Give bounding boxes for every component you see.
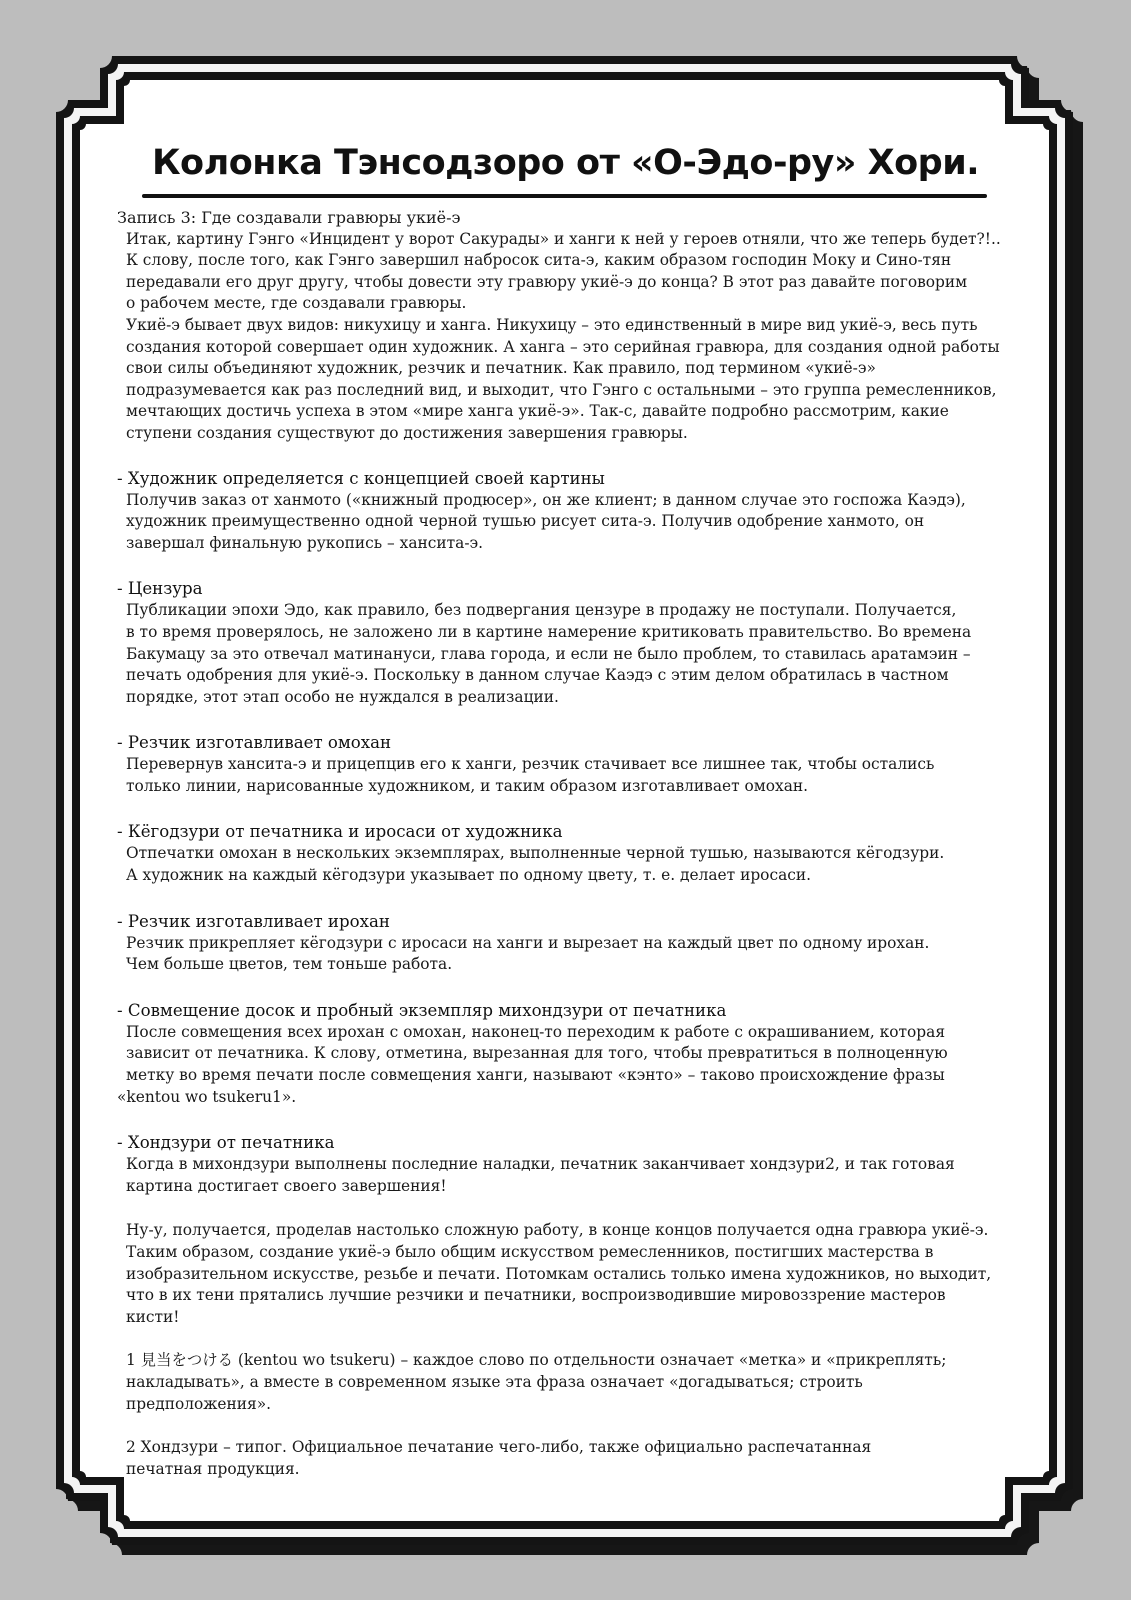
- section-heading: - Совмещение досок и пробный экземпляр михондзури от печатника: [117, 1000, 727, 1020]
- intro-line: передавали его друг другу, чтобы довести эту гравюру укиё-э до конца? В этот раз давайте поговорим: [126, 272, 968, 291]
- conclusion-paragraph: [117, 1220, 997, 1328]
- section-heading: - Резчик изготавливает ирохан: [117, 911, 390, 931]
- footnote-line: 2 Хондзури – типог. Официальное печатание чего-либо, также официально распечатанная: [126, 1438, 872, 1457]
- section-line: только линии, нарисованные художником, и таким образом изготавливает омохан.: [126, 776, 809, 795]
- section-censorship: [117, 577, 997, 708]
- section-heading: - Резчик изготавливает омохан: [117, 733, 392, 753]
- section-line: Резчик прикрепляет кёгодзури с иросаси на ханги и вырезает на каждый цвет по одному ирохан.: [126, 933, 930, 952]
- section-line: порядке, этот этап особо не нуждался в реализации.: [126, 687, 559, 706]
- conclusion-line: Ну-у, получается, проделав настолько сложную работу, в конце концов получается одна гравюра укиё-э.: [126, 1221, 989, 1240]
- conclusion-line: кисти!: [126, 1307, 180, 1326]
- section-artist-concept: [117, 467, 997, 555]
- section-mihonzuri: [117, 999, 997, 1108]
- section-line: Перевернув хансита-э и прицепцив его к ханги, резчик стачивает все лишнее так, чтобы остались: [126, 755, 935, 774]
- conclusion-line: что в их тени прятались лучшие резчики и печатники, воспроизводившие мировоззрение мастеров: [126, 1286, 946, 1305]
- intro-line: Укиё-э бывает двух видов: никухицу и ханга. Никухицу – это единственный в мире вид укиё-э, весь путь: [126, 315, 978, 334]
- section-line: Отпечатки омохан в нескольких экземплярах, выполненные черной тушью, называются кёгодзури.: [126, 844, 945, 863]
- section-line: Публикации эпохи Эдо, как правило, без подвергания цензуре в продажу не поступали. Получается,: [126, 601, 957, 620]
- conclusion-line: Таким образом, создание укиё-э было общим искусством ремесленников, постигших мастерства в: [126, 1243, 934, 1261]
- section-line: картина достигает своего завершения!: [126, 1176, 447, 1195]
- section-honzuri: [117, 1131, 997, 1197]
- section-heading: - Художник определяется с концепцией своей картины: [117, 468, 605, 488]
- footnote-line: предположения».: [126, 1394, 272, 1413]
- section-line: завершал финальную рукопись – хансита-э.: [126, 533, 484, 552]
- page-title: Колонка Тэнсодзоро от «О-Эдо-ру» Хори.: [151, 143, 980, 183]
- section-irohan: [117, 910, 997, 976]
- section-line: После совмещения всех ирохан с омохан, наконец-то переходим к работе с окрашиванием, которая: [126, 1022, 946, 1041]
- intro-paragraph: [117, 229, 1001, 445]
- section-heading: - Цензура: [117, 579, 203, 599]
- intro-line: создания которой совершает один художник. А ханга – это серийная гравюра, для создания одной работы: [126, 337, 1000, 356]
- article-content: [117, 207, 1001, 1502]
- section-line: Бакумацу за это отвечал матинануси, глава города, и если не было проблем, то ставилась аратамэин –: [126, 644, 971, 663]
- section-kyogozuri: [117, 820, 997, 886]
- intro-line: о рабочем месте, где создавали гравюры.: [126, 294, 467, 313]
- section-line: А художник на каждый кёгодзури указывает по одному цвету, т. е. делает иросаси.: [126, 866, 812, 885]
- footnote-1: [117, 1350, 997, 1415]
- intro-line: свои силы объединяют художник, резчик и печатник. Как правило, под термином «укиё-э»: [126, 359, 876, 378]
- section-line: «kentou wo tsukeru1».: [117, 1087, 297, 1106]
- section-line: зависит от печатника. К слову, отметина, вырезанная для того, чтобы превратиться в полноценную: [126, 1044, 948, 1063]
- section-line: Чем больше цветов, тем тоньше работа.: [126, 955, 453, 974]
- footnote-2: [117, 1437, 997, 1480]
- section-omohan: [117, 731, 997, 797]
- footnote-line: накладывать», а вместе в современном языке эта фраза означает «догадываться; строить: [126, 1372, 863, 1391]
- section-line: Получив заказ от ханмото («книжный продюсер», он же клиент; в данном случае это госпожа Каэдэ),: [126, 490, 966, 509]
- section-line: в то время проверялось, не заложено ли в картине намерение критиковать правительство. Во времена: [126, 622, 972, 641]
- footnote-line: 1 見当をつける (kentou wo tsukeru) – каждое слово по отдельности означает «метка» и «прикреплять;: [126, 1351, 947, 1370]
- section-line: печать одобрения для укиё-э. Поскольку в данном случае Каэдэ с этим делом обратилась в частном: [126, 666, 949, 685]
- intro-line: К слову, после того, как Гэнго завершил набросок сита-э, каким образом господин Моку и Сино-тян: [126, 251, 952, 270]
- intro-line: мечтающих достичь успеха в этом «мире ханга укиё-э». Так-с, давайте подробно рассмотрим, какие: [126, 402, 949, 421]
- intro-line: ступени создания существуют до достижения завершения гравюры.: [126, 423, 688, 442]
- section-line: художник преимущественно одной черной тушью рисует сита-э. Получив одобрение ханмото, он: [126, 512, 925, 531]
- section-line: Когда в михондзури выполнены последние наладки, печатник заканчивает хондзури2, и так готовая: [126, 1155, 955, 1174]
- intro-line: Итак, картину Гэнго «Инцидент у ворот Сакурады» и ханги к ней у героев отняли, что же теперь будет?!..: [126, 229, 1001, 248]
- intro-line: подразумевается как раз последний вид, и выходит, что Гэнго с остальными – это группа ремесленников,: [126, 380, 997, 399]
- section-line: метку во время печати после совмещения ханги, называют «кэнто» – таково происхождение фразы: [126, 1066, 945, 1085]
- conclusion-line: изобразительном искусстве, резьбе и печати. Потомкам остались только имена художников, но выходит,: [126, 1264, 992, 1283]
- section-heading: - Кёгодзури от печатника и иросаси от художника: [117, 822, 563, 842]
- footnote-line: печатная продукция.: [126, 1459, 300, 1478]
- entry-title: Запись 3: Где создавали гравюры укиё-э: [117, 208, 461, 227]
- section-heading: - Хондзури от печатника: [117, 1133, 335, 1153]
- title-underline: [142, 194, 987, 198]
